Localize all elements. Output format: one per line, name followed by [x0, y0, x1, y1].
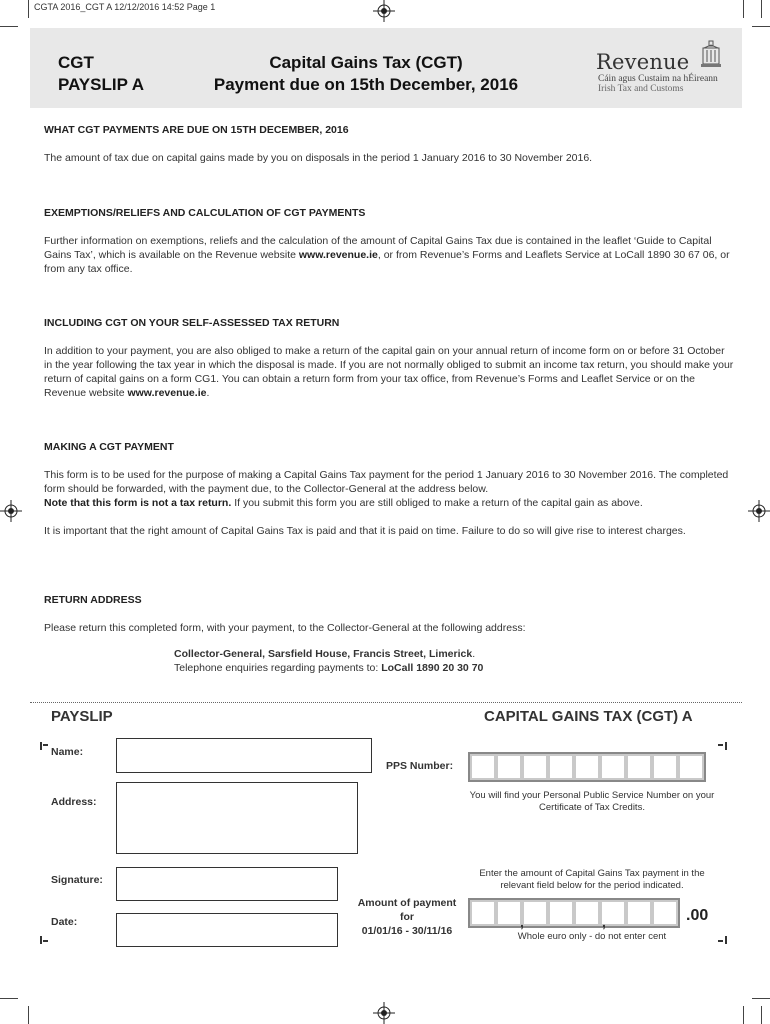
address-field[interactable] — [116, 782, 358, 854]
pps-digit-cell[interactable] — [654, 756, 676, 778]
amount-digit-cell[interactable] — [498, 902, 520, 924]
pps-digit-cell[interactable] — [472, 756, 494, 778]
thousands-separator: , — [520, 914, 524, 930]
tear-line — [30, 702, 742, 703]
pps-digit-cell[interactable] — [524, 756, 546, 778]
signature-field[interactable] — [116, 867, 338, 901]
pps-digit-cell[interactable] — [628, 756, 650, 778]
revenue-website-link[interactable]: www.revenue.ie — [127, 387, 207, 399]
form-code: CGT PAYSLIP A — [58, 53, 144, 94]
pps-digit-cell[interactable] — [498, 756, 520, 778]
date-field[interactable] — [116, 913, 338, 947]
amount-digit-cell[interactable] — [628, 902, 650, 924]
pps-digit-cell[interactable] — [576, 756, 598, 778]
registration-mark-icon — [373, 1002, 395, 1024]
pps-digit-cell[interactable] — [680, 756, 702, 778]
print-slug: CGTA 2016_CGT A 12/12/2016 14:52 Page 1 — [34, 2, 216, 12]
amount-digit-cell[interactable] — [654, 902, 676, 924]
registration-mark-icon — [748, 500, 770, 522]
revenue-logo-english: Irish Tax and Customs — [598, 84, 684, 94]
custom-house-icon — [700, 40, 722, 70]
section-heading: MAKING A CGT PAYMENT — [44, 441, 174, 453]
pps-digit-cell[interactable] — [550, 756, 572, 778]
section-heading: RETURN ADDRESS — [44, 594, 142, 606]
section-heading: EXEMPTIONS/RELIEFS AND CALCULATION OF CGT PAYMENTS — [44, 207, 366, 219]
amount-field[interactable] — [468, 898, 680, 928]
corner-mark-icon — [40, 936, 50, 944]
revenue-website-link[interactable]: www.revenue.ie — [298, 249, 378, 261]
section-heading: WHAT CGT PAYMENTS ARE DUE ON 15TH DECEMBER, 2016 — [44, 124, 349, 136]
section-text: This form is to be used for the purpose of making a Capital Gains Tax payment for the period 1 January 2016 to 30 November 2016. The completed form should be forwarded, with the payment due, to the Collector-General at the address below. Note that this form is not a tax return. If you submit this form you are still obliged to make a return of the capital gain as above. — [44, 469, 729, 509]
pps-note: You will find your Personal Public Service Number on your Certificate of Tax Credits. — [469, 790, 715, 813]
date-label: Date: — [51, 916, 78, 928]
section-heading: INCLUDING CGT ON YOUR SELF-ASSESSED TAX RETURN — [44, 317, 340, 329]
corner-mark-icon — [718, 742, 728, 750]
corner-mark-icon — [40, 742, 50, 750]
revenue-logo-text: Revenue — [596, 50, 690, 74]
revenue-logo-irish: Cáin agus Custaim na hÉireann — [598, 74, 718, 84]
amount-note: Enter the amount of Capital Gains Tax payment in the relevant field below for the period indicated. — [479, 868, 705, 891]
section-text: In addition to your payment, you are also obliged to make a return of the capital gain on your annual return of income form on or before 31 October in the year following the tax year in which the disposal is made. If you are not normally obliged to submit an income tax return, you should make your return of capital gains on a form CG1. You can obtain a return form from your tax office, from Revenue’s Forms and Leaflet Service or on the Revenue website www.revenue.ie. — [44, 345, 734, 399]
section-text: Further information on exemptions, reliefs and the calculation of the amount of Capital Gains Tax due is contained in the leaflet ‘Guide to Capital Gains Tax’, which is available on the Revenue website www.revenue.ie, or from Revenue’s Forms and Leaflets Service at LoCall 1890 30 67 06, or from any tax office. — [44, 235, 730, 275]
euro-note: Whole euro only - do not enter cent — [517, 931, 667, 942]
thousands-separator: , — [602, 914, 606, 930]
section-text: Please return this completed form, with your payment, to the Collector-General at the following address: — [44, 622, 526, 634]
phone-enquiries: Telephone enquiries regarding payments to: LoCall 1890 20 30 70 — [174, 662, 484, 674]
address-label: Address: — [51, 796, 97, 808]
registration-mark-icon — [373, 0, 395, 22]
registration-mark-icon — [0, 500, 22, 522]
page-title: Capital Gains Tax (CGT) Payment due on 15th December, 2016 — [213, 53, 519, 94]
pps-label: PPS Number: — [386, 760, 454, 772]
section-text: It is important that the right amount of Capital Gains Tax is paid and that it is paid on time. Failure to do so will give rise to interest charges. — [44, 525, 686, 537]
amount-digit-cell[interactable] — [576, 902, 598, 924]
payslip-title: PAYSLIP — [51, 708, 113, 725]
cents-suffix: .00 — [686, 907, 709, 924]
pps-digit-cell[interactable] — [602, 756, 624, 778]
amount-digit-cell[interactable] — [550, 902, 572, 924]
corner-mark-icon — [718, 936, 728, 944]
amount-digit-cell[interactable] — [524, 902, 546, 924]
amount-period-label: Amount of payment for 01/01/16 - 30/11/16 — [357, 897, 457, 937]
section-text: The amount of tax due on capital gains made by you on disposals in the period 1 January 2016 to 30 November 2016. — [44, 152, 593, 164]
signature-label: Signature: — [51, 874, 103, 886]
pps-number-field[interactable] — [468, 752, 706, 782]
name-field[interactable] — [116, 738, 372, 773]
collector-address: Collector-General, Sarsfield House, Francis Street, Limerick. — [174, 648, 476, 660]
name-label: Name: — [51, 746, 84, 758]
amount-digit-cell[interactable] — [472, 902, 494, 924]
payslip-form-title: CAPITAL GAINS TAX (CGT) A — [484, 708, 693, 725]
